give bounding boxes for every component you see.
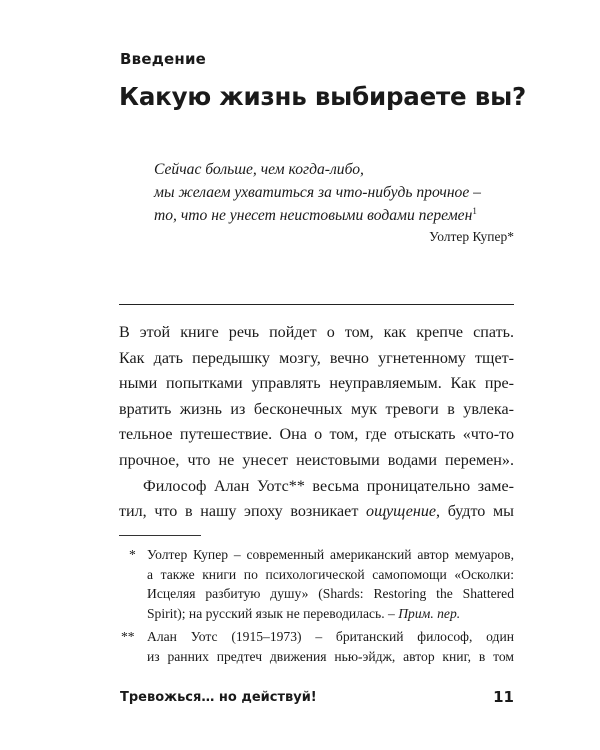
body-line: Философ Алан Уотс** весьма проницательно заме- [143,477,514,495]
epigraph [154,158,514,227]
divider [119,304,514,305]
body-line: ными попытками управлять неуправляемым. Как пре- [119,375,514,393]
footnote-mark: * [129,547,136,562]
footnote-line: а также книги по психологической самопомощи «Осколки: [147,566,514,582]
footnote [119,627,514,666]
section-label: Введение [120,50,207,68]
body-text [119,320,514,525]
epigraph-line-text: то, что не унесет неистовыми водами перемен [154,207,473,224]
footnote-line-text: Spirit); на русский язык не переводилась. – [147,605,395,621]
footnote-mark: ** [121,629,135,645]
footnote-line: Уолтер Купер – современный американский автор мемуаров, [147,547,514,562]
body-line [119,499,514,525]
emphasis-word: ощущение [366,503,437,521]
body-line: вратить жизнь из бесконечных мук тревоги в увлека- [119,400,514,418]
body-line: прочное, что не унесет неистовыми водами перемен». [119,451,514,469]
footnotes [119,545,514,671]
running-footer: Тревожься… но действуй! [120,690,317,705]
footnote-line: Алан Уотс (1915–1973) – британский философ, один [147,629,514,645]
epigraph-author: Уолтер Купер* [429,229,514,244]
footnote-divider [119,535,201,536]
body-line: В этой книге речь пойдет о том, как крепче спать. [119,324,514,341]
body-line: Как дать передышку мозгу, вечно угнетенному тщет- [119,349,514,367]
epigraph-line: мы желаем ухватиться за что-нибудь прочное – [154,184,481,201]
page-number: 11 [493,688,514,706]
endnote-reference[interactable]: 1 [472,206,477,216]
translator-note: Прим. пер. [398,605,461,621]
body-line-tail: , будто мы [436,503,514,521]
footnote-line: из ранних предтеч движения нью-эйдж, автор книг, в том [147,648,514,664]
footnote-line [147,604,514,624]
footnote [119,545,514,623]
body-line: тельное путешествие. Она о том, где отыскать «что-то [119,426,514,444]
epigraph-line: Сейчас больше, чем когда-либо, [154,161,364,178]
footnote-line: Исцеляя разбитую душу» (Shards: Restoring the Shattered [147,586,514,602]
body-line-text: тил, что в нашу эпоху возникает [119,503,359,521]
epigraph-line [154,204,514,227]
chapter-title: Какую жизнь выбираете вы? [119,82,527,111]
